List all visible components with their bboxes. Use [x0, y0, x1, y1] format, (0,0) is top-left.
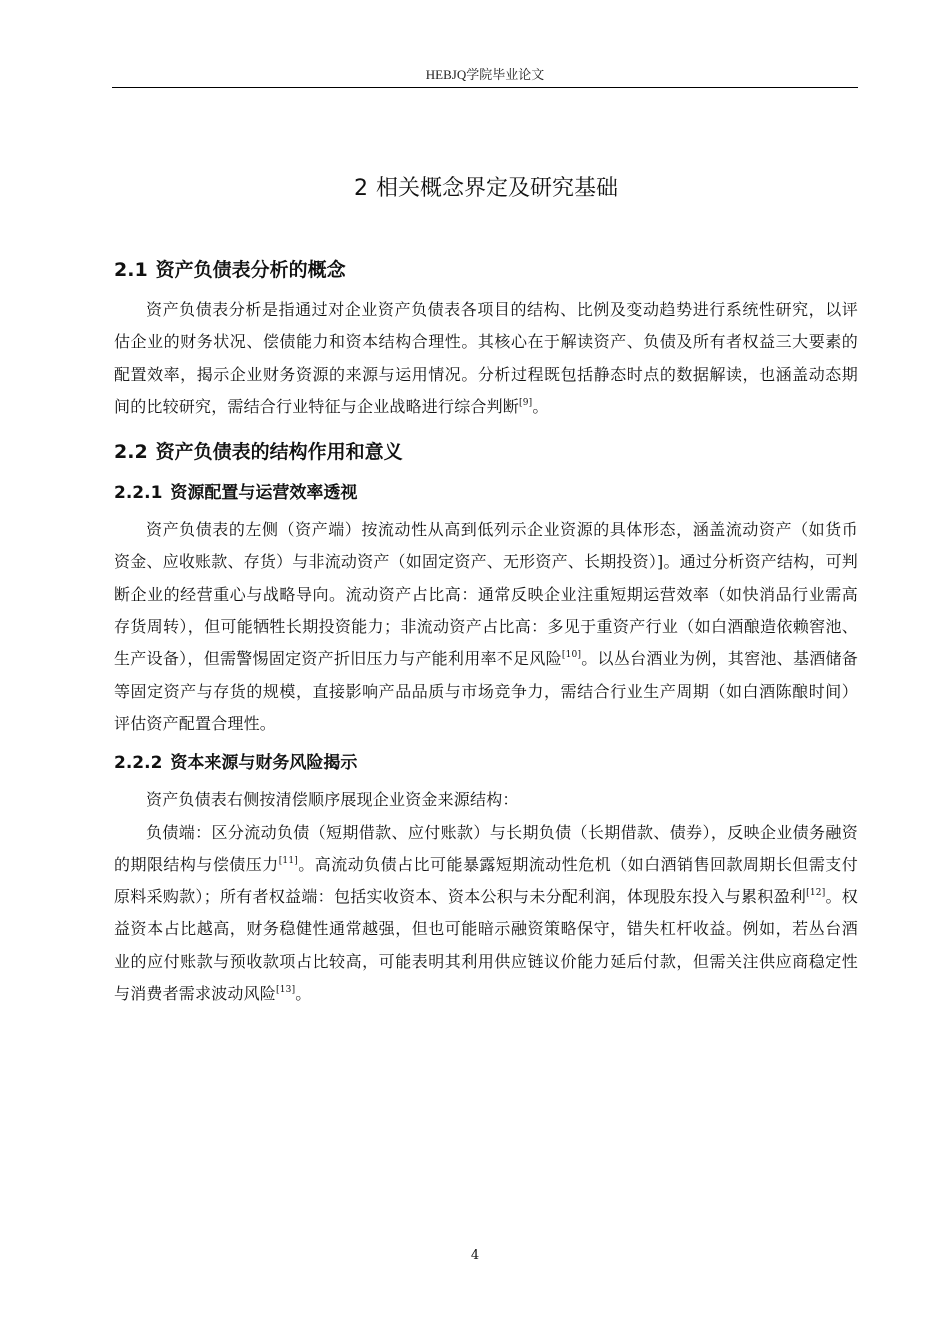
- section-number: 2.1: [114, 259, 148, 281]
- paragraph-text: 资产负债表的左侧（资产端）按流动性从高到低列示企业资源的具体形态，涵盖流动资产（如货币资金、应收账款、存货）与非流动资产（如固定资产、无形资产、长期投资）]。通过分析资产结构，可判断企业的经营重心与战略导向。流动资产占比高：通常反映企业注重短期运营效率（如快消品行业需高存货周转），但可能牺牲长期投资能力；非流动资产占比高：多见于重资产行业（如白酒酿造依赖窖池、生产设备），但需警惕固定资产折旧压力与产能利用率不足风险: [114, 520, 858, 669]
- subsection-heading-2-2-2: [114, 746, 858, 780]
- section-heading-2-1: [114, 253, 858, 287]
- citation-ref: [10]: [561, 650, 582, 661]
- running-header: HEBJQ学院毕业论文: [425, 67, 545, 82]
- chapter-number: 2: [353, 176, 368, 201]
- section-title: 资产负债表分析的概念: [155, 259, 346, 281]
- page-number: 4: [470, 1248, 480, 1263]
- citation-ref: [9]: [519, 397, 533, 408]
- paragraph-2-2-1: [114, 514, 858, 740]
- subsection-number: 2.2.2: [114, 753, 163, 774]
- header-rule: [112, 87, 858, 88]
- paragraph-text: 资产负债表右侧按清偿顺序展现企业资金来源结构：: [146, 790, 519, 810]
- chapter-title-text: 相关概念界定及研究基础: [375, 176, 618, 201]
- paragraph-2-1: [114, 294, 858, 423]
- paragraph-text: 负债端：区分流动负债（短期借款、应付账款）与长期负债（长期借款、债券），反映企业债务融资的期限结构与偿债压力: [114, 822, 858, 874]
- paragraph-end: 。: [532, 396, 549, 416]
- page-body: [114, 170, 858, 1016]
- subsection-title: 资本来源与财务风险揭示: [170, 753, 358, 774]
- paragraph-2-2-2-body: [114, 817, 858, 1011]
- subsection-title: 资源配置与运营效率透视: [170, 483, 358, 504]
- paragraph-text: 。权益资本占比越高，财务稳健性通常越强，但也可能暗示融资策略保守，错失杠杆收益。例如，若丛台酒业的应付账款与预收款项占比较高，可能表明其利用供应链议价能力延后付款，但需关注供应商稳定性与消费者需求波动风险: [114, 887, 858, 1004]
- citation-ref: [11]: [278, 855, 298, 866]
- paragraph-text: 。以丛台酒业为例，其窖池、基酒储备等固定资产与存货的规模，直接影响产品品质与市场竞争力，需结合行业生产周期（如白酒陈酿时间）评估资产配置合理性。: [114, 649, 858, 733]
- subsection-number: 2.2.1: [114, 483, 163, 504]
- paragraph-text: 资产负债表分析是指通过对企业资产负债表各项目的结构、比例及变动趋势进行系统性研究，以评估企业的财务状况、偿债能力和资本结构合理性。其核心在于解读资产、负债及所有者权益三大要素的配置效率，揭示企业财务资源的来源与运用情况。分析过程既包括静态时点的数据解读，也涵盖动态期间的比较研究，需结合行业特征与企业战略进行综合判断: [114, 300, 858, 416]
- section-title: 资产负债表的结构作用和意义: [155, 441, 403, 464]
- paragraph-end: 。: [295, 984, 312, 1004]
- subsection-heading-2-2-1: [114, 476, 858, 510]
- section-heading-2-2: [114, 435, 858, 469]
- citation-ref: [12]: [806, 888, 826, 899]
- paragraph-2-2-2-intro: [114, 784, 858, 816]
- paragraph-text: 。高流动负债占比可能暴露短期流动性危机（如白酒销售回款周期长但需支付原料采购款）；所有者权益端：包括实收资本、资本公积与未分配利润，体现股东投入与累积盈利: [114, 854, 858, 907]
- section-number: 2.2: [114, 441, 148, 464]
- citation-ref: [13]: [276, 985, 296, 996]
- chapter-title: [114, 170, 858, 208]
